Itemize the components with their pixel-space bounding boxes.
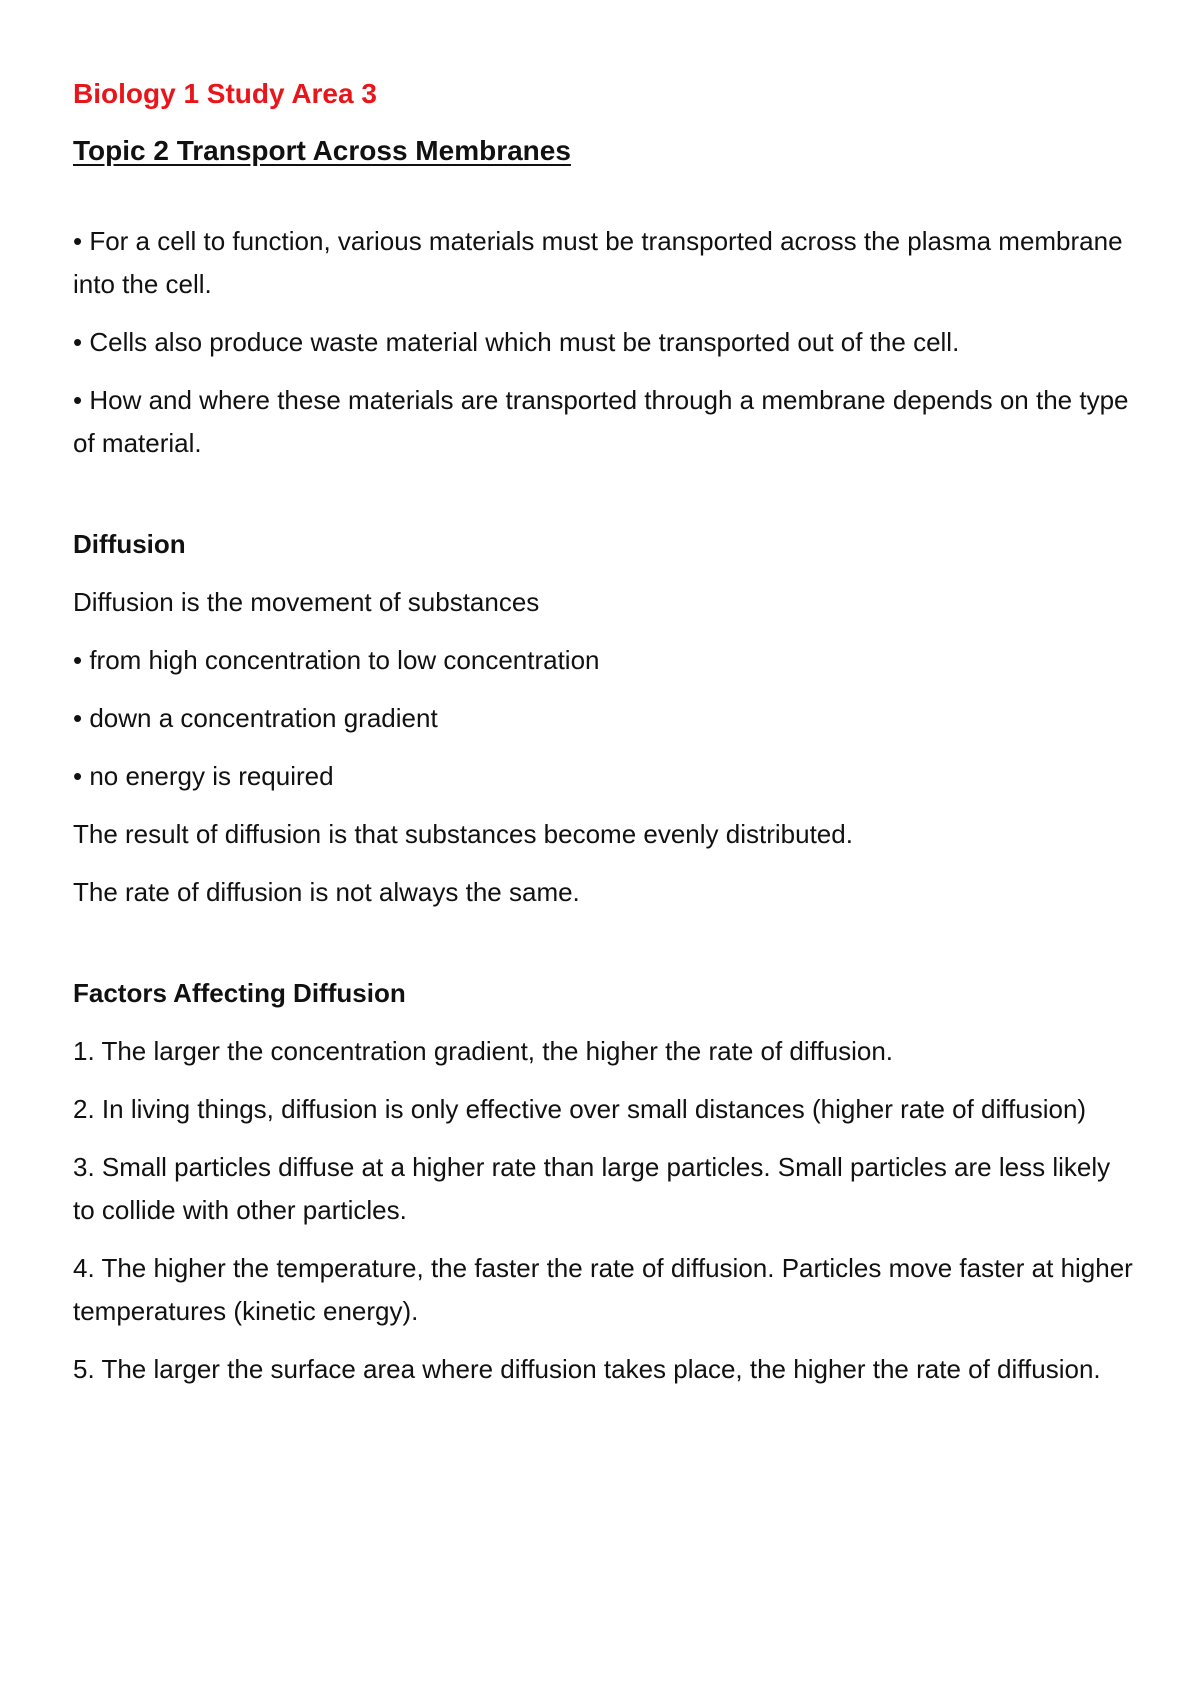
intro-section bbox=[73, 220, 1133, 465]
diffusion-bullet: • down a concentration gradient bbox=[73, 703, 438, 733]
factor-item: 3. Small particles diffuse at a higher rate than large particles. Small particles are less likely to collide with other particles. bbox=[73, 1152, 1111, 1225]
intro-bullet: • Cells also produce waste material which must be transported out of the cell. bbox=[73, 327, 960, 357]
factor-item: 1. The larger the concentration gradient, the higher the rate of diffusion. bbox=[73, 1036, 894, 1066]
diffusion-section bbox=[73, 523, 1133, 914]
document-title: Biology 1 Study Area 3 bbox=[73, 78, 377, 109]
factor-item: 5. The larger the surface area where diffusion takes place, the higher the rate of diffusion. bbox=[73, 1354, 1101, 1384]
factor-item: 2. In living things, diffusion is only effective over small distances (higher rate of diffusion) bbox=[73, 1094, 1087, 1124]
diffusion-line: Diffusion is the movement of substances bbox=[73, 587, 540, 617]
diffusion-line: The rate of diffusion is not always the same. bbox=[73, 877, 580, 907]
factor-item: 4. The higher the temperature, the faster the rate of diffusion. Particles move faster at higher temperatures (kinetic energy). bbox=[73, 1253, 1133, 1326]
diffusion-bullet: • from high concentration to low concentration bbox=[73, 645, 600, 675]
factors-heading: Factors Affecting Diffusion bbox=[73, 978, 406, 1008]
section-spacer bbox=[73, 929, 1133, 972]
section-spacer bbox=[73, 480, 1133, 523]
intro-bullet: • For a cell to function, various materials must be transported across the plasma membrane into the cell. bbox=[73, 226, 1123, 299]
topic-heading: Topic 2 Transport Across Membranes bbox=[73, 135, 571, 166]
diffusion-bullet: • no energy is required bbox=[73, 761, 334, 791]
diffusion-line: The result of diffusion is that substances become evenly distributed. bbox=[73, 819, 853, 849]
intro-bullet: • How and where these materials are transported through a membrane depends on the type of material. bbox=[73, 385, 1129, 458]
diffusion-heading: Diffusion bbox=[73, 529, 186, 559]
factors-section bbox=[73, 972, 1133, 1391]
document-body bbox=[73, 72, 1133, 1406]
